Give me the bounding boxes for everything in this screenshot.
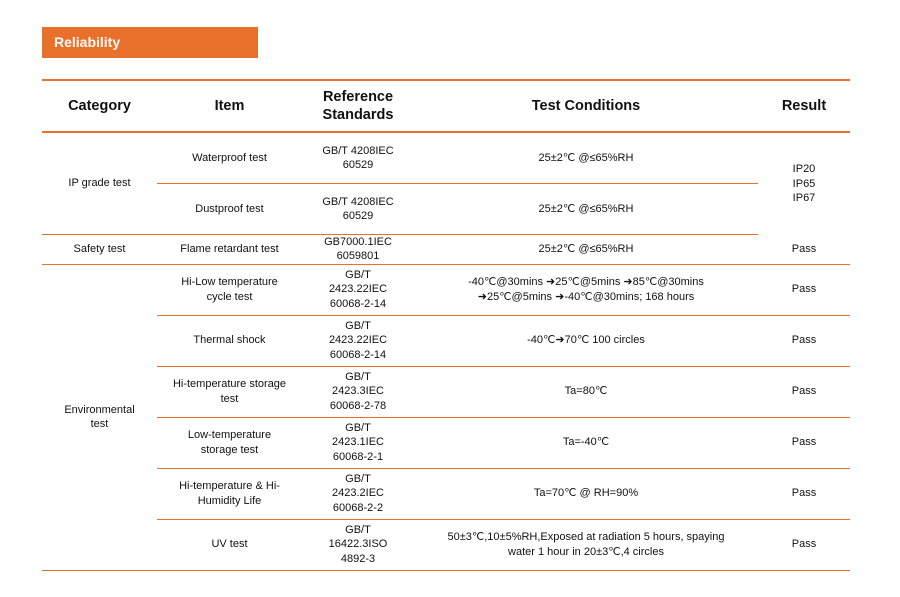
header-category: Category	[42, 80, 157, 132]
standard-cell: GB/T 2423.1IEC 60068-2-1	[302, 417, 414, 468]
table-row	[42, 315, 850, 366]
conditions-cell: Ta=-40℃	[414, 417, 758, 468]
reliability-table	[42, 79, 850, 571]
table-row	[42, 468, 850, 519]
table-row	[42, 417, 850, 468]
item-cell: UV test	[157, 519, 302, 570]
category-cell: Safety test	[42, 235, 157, 265]
item-cell: Flame retardant test	[157, 235, 302, 265]
result-cell: Pass	[758, 235, 850, 265]
conditions-cell: 25±2℃ @≤65%RH	[414, 184, 758, 235]
standard-cell: GB/T 4208IEC 60529	[302, 132, 414, 184]
table-header-row	[42, 80, 850, 132]
conditions-cell: -40℃➜70℃ 100 circles	[414, 315, 758, 366]
standard-cell: GB/T 16422.3ISO 4892-3	[302, 519, 414, 570]
item-cell: Hi-temperature storage test	[157, 366, 302, 417]
header-item: Item	[157, 80, 302, 132]
item-cell: Waterproof test	[157, 132, 302, 184]
table-row	[42, 235, 850, 265]
header-standards: Reference Standards	[302, 80, 414, 132]
standard-cell: GB/T 2423.22IEC 60068-2-14	[302, 264, 414, 315]
conditions-cell: 50±3℃,10±5%RH,Exposed at radiation 5 hours, spaying water 1 hour in 20±3℃,4 circles	[414, 519, 758, 570]
header-result: Result	[758, 80, 850, 132]
conditions-cell: 25±2℃ @≤65%RH	[414, 235, 758, 265]
conditions-cell: -40℃@30mins ➜25℃@5mins ➜85℃@30mins ➜25℃@5mins ➜-40℃@30mins; 168 hours	[414, 264, 758, 315]
table-row	[42, 184, 850, 235]
table-row	[42, 519, 850, 570]
item-cell: Hi-Low temperature cycle test	[157, 264, 302, 315]
table-row	[42, 264, 850, 315]
result-cell: IP20 IP65 IP67	[792, 163, 816, 204]
result-cell: Pass	[758, 417, 850, 468]
conditions-cell: Ta=80℃	[414, 366, 758, 417]
header-conditions: Test Conditions	[414, 80, 758, 132]
section-title: Reliability	[42, 27, 258, 58]
result-cell: Pass	[758, 468, 850, 519]
result-cell: Pass	[758, 519, 850, 570]
category-cell: IP grade test	[42, 132, 157, 235]
result-cell: Pass	[758, 366, 850, 417]
standard-cell: GB/T 2423.2IEC 60068-2-2	[302, 468, 414, 519]
standard-cell: GB/T 2423.22IEC 60068-2-14	[302, 315, 414, 366]
result-cell: Pass	[758, 315, 850, 366]
standard-cell: GB/T 2423.3IEC 60068-2-78	[302, 366, 414, 417]
standard-cell: GB/T 4208IEC 60529	[302, 184, 414, 235]
item-cell: Low-temperature storage test	[157, 417, 302, 468]
table-row	[42, 132, 850, 184]
conditions-cell: Ta=70℃ @ RH=90%	[414, 468, 758, 519]
category-cell: Environmental test	[42, 264, 157, 570]
standard-cell: GB7000.1IEC 6059801	[302, 235, 414, 265]
table-row	[42, 366, 850, 417]
item-cell: Thermal shock	[157, 315, 302, 366]
conditions-cell: 25±2℃ @≤65%RH	[414, 132, 758, 184]
item-cell: Hi-temperature & Hi- Humidity Life	[157, 468, 302, 519]
result-cell: Pass	[758, 264, 850, 315]
item-cell: Dustproof test	[157, 184, 302, 235]
